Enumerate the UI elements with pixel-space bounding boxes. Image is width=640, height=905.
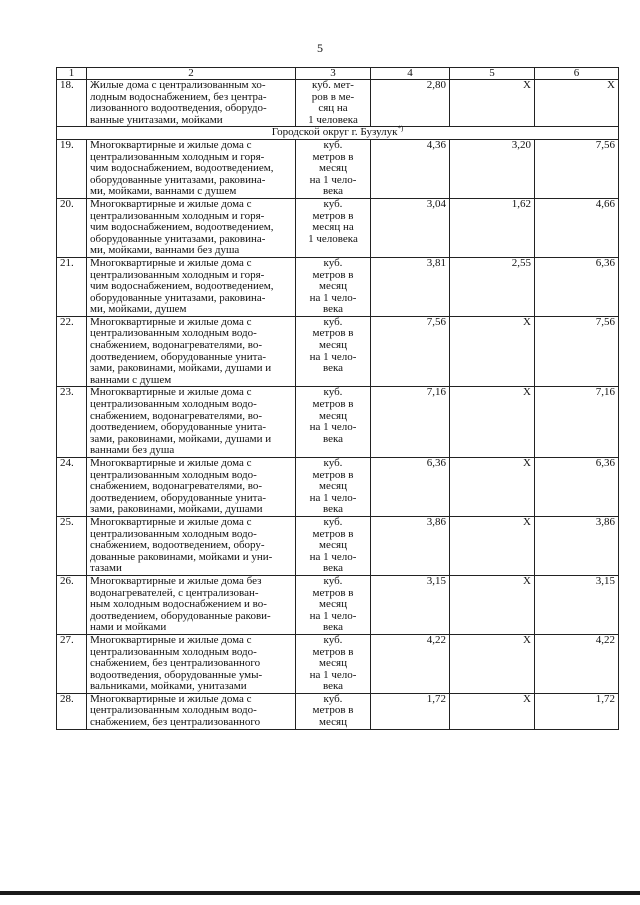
- row-value-col5: Х: [450, 575, 535, 634]
- row-unit-line: месяц: [319, 409, 347, 422]
- table-row: [57, 693, 619, 729]
- row-description-line: ваннами без душа: [90, 444, 175, 457]
- row-unit-line: куб.: [323, 138, 343, 151]
- row-description-line: централизованным холодным и горя-: [90, 150, 265, 163]
- row-value-col5: Х: [450, 516, 535, 575]
- row-unit-line: куб.: [323, 457, 343, 469]
- row-value-col6: 4,66: [535, 198, 619, 257]
- row-unit-line: месяц: [319, 598, 347, 611]
- row-value-col6: 3,15: [535, 575, 619, 634]
- row-number: 28.: [57, 693, 87, 729]
- row-value-col6: 4,22: [535, 634, 619, 693]
- row-description-line: снабжением, водонагревателями, во-: [90, 409, 263, 422]
- row-unit-line: куб.: [323, 633, 343, 646]
- row-value-col4: 1,72: [371, 693, 450, 729]
- row-description-line: лизованного водоотведения, оборудо-: [90, 102, 267, 115]
- row-unit-line: на 1 чело-: [309, 609, 357, 622]
- row-description-line: Жилые дома с централизованным хо-: [90, 79, 266, 91]
- row-description-line: зами, раковинами, мойками, душами: [90, 503, 263, 516]
- row-description-line: Многоквартирные и жилые дома с: [90, 515, 252, 528]
- row-value-col5: Х: [450, 316, 535, 387]
- row-unit-line: месяц: [319, 480, 347, 493]
- row-description-line: Многоквартирные и жилые дома с: [90, 315, 252, 328]
- scan-bottom-edge: [0, 891, 640, 895]
- tariff-table: [56, 67, 619, 730]
- row-unit-line: сяц на: [318, 102, 348, 115]
- row-unit-line: века: [322, 303, 344, 316]
- row-description-line: нами и мойками: [90, 621, 167, 634]
- row-value-col6: 7,16: [535, 387, 619, 458]
- row-unit-line: на 1 чело-: [309, 491, 357, 504]
- row-description-line: ваннами с душем: [90, 373, 172, 386]
- row-unit-line: метров в: [312, 468, 354, 481]
- row-unit-line: века: [322, 680, 344, 693]
- row-unit-line: куб. мет-: [312, 79, 354, 91]
- row-unit: [296, 198, 371, 257]
- row-value-col6: 3,86: [535, 516, 619, 575]
- table-row: [57, 634, 619, 693]
- row-description: [87, 257, 296, 316]
- row-value-col6: 7,56: [535, 316, 619, 387]
- row-unit-line: на 1 чело-: [309, 350, 357, 363]
- row-number: 20.: [57, 198, 87, 257]
- row-description-line: чим водоснабжением, водоотведением,: [90, 221, 274, 234]
- row-description-line: Многоквартирные и жилые дома с: [90, 138, 252, 151]
- row-number: 24.: [57, 458, 87, 517]
- row-description-line: вальниками, мойками, унитазами: [90, 680, 247, 693]
- row-description-line: централизованным холодным и горя-: [90, 268, 265, 281]
- row-unit: [296, 634, 371, 693]
- table-row: [57, 316, 619, 387]
- row-unit: [296, 458, 371, 517]
- row-description: [87, 139, 296, 198]
- row-value-col5: Х: [450, 634, 535, 693]
- row-description: [87, 693, 296, 729]
- column-header: 4: [371, 68, 450, 80]
- row-unit-line: месяц: [319, 162, 347, 175]
- row-value-col4: 4,36: [371, 139, 450, 198]
- row-number: 22.: [57, 316, 87, 387]
- row-unit-line: месяц: [319, 539, 347, 552]
- table-row: [57, 516, 619, 575]
- row-number: 23.: [57, 387, 87, 458]
- row-number: 18.: [57, 80, 87, 127]
- row-unit-line: метров в: [312, 645, 354, 658]
- row-unit: [296, 387, 371, 458]
- row-unit-line: куб.: [323, 515, 343, 528]
- row-unit-line: метров в: [312, 150, 354, 163]
- row-description-line: оборудованные унитазами, раковина-: [90, 173, 266, 186]
- table-row: [57, 198, 619, 257]
- table-row: [57, 80, 619, 127]
- row-description-line: оборудованные унитазами, раковина-: [90, 291, 266, 304]
- row-description-line: Многоквартирные и жилые дома с: [90, 256, 252, 269]
- row-unit-line: метров в: [312, 209, 354, 222]
- row-description-line: централизованным холодным водо-: [90, 527, 257, 540]
- row-value-col4: 7,16: [371, 387, 450, 458]
- column-header: 5: [450, 68, 535, 80]
- row-description-line: централизованным холодным водо-: [90, 645, 257, 658]
- row-unit: [296, 516, 371, 575]
- row-description-line: лодным водоснабжением, без центра-: [90, 90, 267, 103]
- row-value-col5: Х: [450, 80, 535, 127]
- row-unit-line: месяц: [319, 716, 347, 729]
- row-unit-line: метров в: [312, 586, 354, 599]
- row-description-line: снабжением, водоотведением, обору-: [90, 539, 265, 552]
- row-unit-line: месяц: [319, 339, 347, 352]
- row-description-line: централизованным холодным водо-: [90, 468, 257, 481]
- row-unit-line: на 1 чело-: [309, 421, 357, 434]
- row-unit-line: куб.: [323, 692, 343, 705]
- row-unit-line: ров в ме-: [311, 90, 355, 103]
- row-value-col6: 1,72: [535, 693, 619, 729]
- row-description-line: зами, раковинами, мойками, душами и: [90, 362, 272, 375]
- row-unit-line: метров в: [312, 527, 354, 540]
- row-description-line: ванные унитазами, мойками: [90, 113, 223, 126]
- row-value-col4: 3,15: [371, 575, 450, 634]
- row-value-col4: 2,80: [371, 80, 450, 127]
- table-row: [57, 257, 619, 316]
- row-value-col4: 3,81: [371, 257, 450, 316]
- column-header: 3: [296, 68, 371, 80]
- row-value-col6: 6,36: [535, 458, 619, 517]
- row-unit-line: на 1 чело-: [309, 173, 357, 186]
- row-description-line: снабжением, водонагревателями, во-: [90, 339, 263, 352]
- row-number: 19.: [57, 139, 87, 198]
- row-unit-line: века: [322, 621, 344, 634]
- row-unit-line: века: [322, 503, 344, 516]
- row-unit-line: месяц: [319, 657, 347, 670]
- row-value-col6: Х: [535, 80, 619, 127]
- row-number: 21.: [57, 257, 87, 316]
- row-description-line: Многоквартирные и жилые дома с: [90, 692, 252, 705]
- row-description-line: зами, раковинами, мойками, душами и: [90, 432, 272, 445]
- row-unit-line: метров в: [312, 704, 354, 717]
- row-value-col4: 3,86: [371, 516, 450, 575]
- row-unit-line: куб.: [323, 574, 343, 587]
- row-description-line: Многоквартирные и жилые дома с: [90, 386, 252, 399]
- row-value-col5: 3,20: [450, 139, 535, 198]
- table-row: [57, 575, 619, 634]
- row-description-line: централизованным холодным водо-: [90, 704, 257, 717]
- row-value-col5: Х: [450, 387, 535, 458]
- row-description-line: водонагревателей, с централизован-: [90, 586, 259, 599]
- row-unit-line: века: [322, 562, 344, 575]
- row-description-line: снабжением, без централизованного: [90, 716, 261, 729]
- row-unit: [296, 693, 371, 729]
- header-row: [57, 68, 619, 80]
- row-description-line: централизованным холодным и горя-: [90, 209, 265, 222]
- row-unit: [296, 575, 371, 634]
- row-description-line: чим водоснабжением, водоотведением,: [90, 280, 274, 293]
- row-description-line: водоотведения, оборудованные умы-: [90, 668, 263, 681]
- row-unit-line: на 1 чело-: [309, 291, 357, 304]
- table-row: [57, 387, 619, 458]
- row-unit-line: века: [322, 362, 344, 375]
- row-description-line: снабжением, без централизованного: [90, 657, 261, 670]
- row-unit-line: 1 человека: [308, 232, 358, 245]
- section-title-cell: [57, 124, 619, 140]
- row-unit-line: на 1 чело-: [309, 668, 357, 681]
- section-row: [57, 127, 619, 140]
- row-description-line: ным холодным водоснабжением и во-: [90, 598, 267, 611]
- row-value-col4: 6,36: [371, 458, 450, 517]
- row-unit-line: века: [322, 432, 344, 445]
- column-header: 6: [535, 68, 619, 80]
- row-description-line: дованные раковинами, мойками и уни-: [90, 550, 273, 563]
- row-unit: [296, 80, 371, 127]
- row-value-col5: Х: [450, 458, 535, 517]
- row-description: [87, 458, 296, 517]
- row-description-line: централизованным холодным водо-: [90, 398, 257, 411]
- row-unit: [296, 257, 371, 316]
- row-value-col4: 3,04: [371, 198, 450, 257]
- row-unit-line: метров в: [312, 268, 354, 281]
- row-description-line: чим водоснабжением, водоотведением,: [90, 162, 274, 175]
- row-value-col5: 2,55: [450, 257, 535, 316]
- section-title: Городской округ г. Бузулук: [271, 126, 398, 139]
- row-number: 26.: [57, 575, 87, 634]
- row-description-line: оборудованные унитазами, раковина-: [90, 232, 266, 245]
- row-value-col4: 7,56: [371, 316, 450, 387]
- row-value-col4: 4,22: [371, 634, 450, 693]
- row-value-col6: 6,36: [535, 257, 619, 316]
- row-description-line: Многоквартирные и жилые дома без: [90, 574, 262, 587]
- row-unit-line: куб.: [323, 256, 343, 269]
- column-header: 2: [87, 68, 296, 80]
- row-unit: [296, 316, 371, 387]
- row-unit: [296, 139, 371, 198]
- row-unit-line: куб.: [323, 197, 343, 210]
- section-footnote-mark: *): [397, 124, 404, 133]
- row-value-col5: Х: [450, 693, 535, 729]
- row-unit-line: метров в: [312, 327, 354, 340]
- row-unit-line: метров в: [312, 398, 354, 411]
- row-description-line: доотведением, оборудованные унита-: [90, 350, 267, 363]
- table-row: [57, 139, 619, 198]
- row-description-line: ми, мойками, ваннами с душем: [90, 185, 237, 198]
- row-value-col6: 7,56: [535, 139, 619, 198]
- row-description-line: Многоквартирные и жилые дома с: [90, 457, 252, 469]
- row-unit-line: месяц на: [312, 221, 354, 234]
- row-description: [87, 516, 296, 575]
- row-description-line: Многоквартирные и жилые дома с: [90, 197, 252, 210]
- row-description: [87, 80, 296, 127]
- row-description-line: ми, мойками, ваннами без душа: [90, 244, 240, 257]
- row-description-line: доотведением, оборудованные унита-: [90, 491, 267, 504]
- row-description-line: доотведением, оборудованные ракови-: [90, 609, 271, 622]
- table-row: [57, 458, 619, 517]
- row-description: [87, 198, 296, 257]
- row-description-line: доотведением, оборудованные унита-: [90, 421, 267, 434]
- row-unit-line: на 1 чело-: [309, 550, 357, 563]
- row-value-col5: 1,62: [450, 198, 535, 257]
- row-description: [87, 316, 296, 387]
- row-description-line: ми, мойками, душем: [90, 303, 187, 316]
- row-description: [87, 387, 296, 458]
- row-unit-line: века: [322, 185, 344, 198]
- column-header: 1: [57, 68, 87, 80]
- row-description-line: снабжением, водонагревателями, во-: [90, 480, 263, 493]
- page-number: 5: [317, 41, 323, 55]
- row-description-line: тазами: [90, 562, 122, 575]
- row-unit-line: месяц: [319, 280, 347, 293]
- row-number: 27.: [57, 634, 87, 693]
- row-unit-line: куб.: [323, 386, 343, 399]
- row-description-line: централизованным холодным водо-: [90, 327, 257, 340]
- row-unit-line: 1 человека: [308, 113, 358, 126]
- row-unit-line: куб.: [323, 315, 343, 328]
- row-description: [87, 575, 296, 634]
- row-description-line: Многоквартирные и жилые дома с: [90, 633, 252, 646]
- row-number: 25.: [57, 516, 87, 575]
- row-description: [87, 634, 296, 693]
